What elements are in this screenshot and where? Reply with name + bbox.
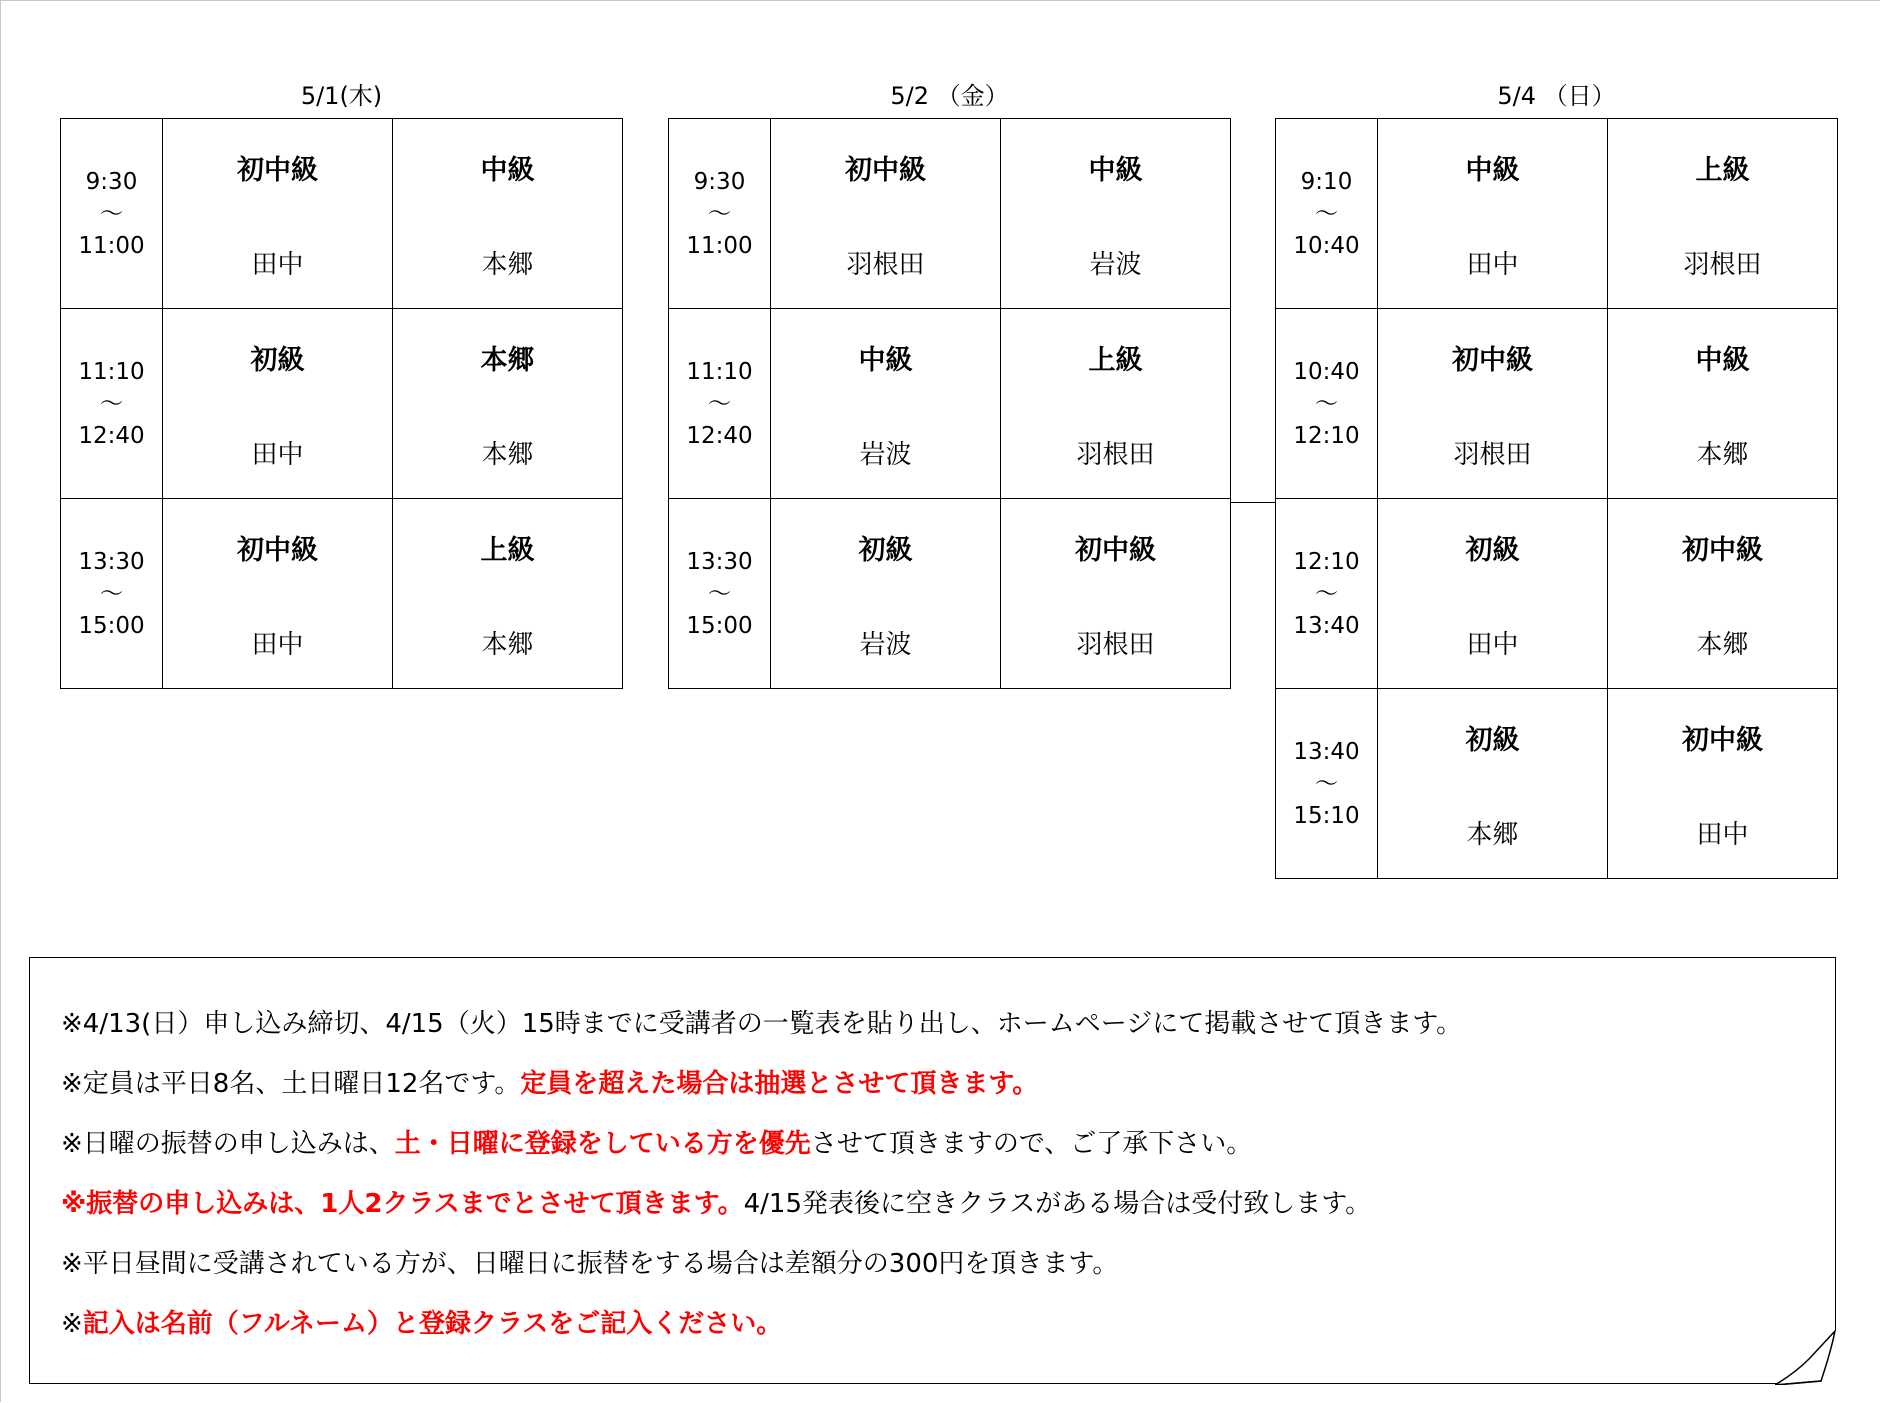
class-cell: [1378, 119, 1608, 309]
end-time: 13:40: [1293, 612, 1360, 639]
class-level: 上級: [1695, 155, 1750, 186]
class-teacher: 羽根田: [1076, 630, 1155, 660]
table-row: [1276, 499, 1838, 689]
start-time: 10:40: [1293, 358, 1360, 385]
class-teacher: 田中: [251, 440, 304, 470]
class-teacher: 田中: [1466, 250, 1519, 280]
table-row: [1276, 309, 1838, 499]
class-level: 初級: [858, 535, 913, 566]
class-teacher: 羽根田: [1683, 250, 1762, 280]
class-teacher: 岩波: [859, 630, 912, 660]
note-line-6: [61, 1307, 782, 1341]
class-level: 中級: [1465, 155, 1520, 186]
note-line-1: [61, 1007, 1462, 1041]
start-time: 11:10: [78, 358, 145, 385]
table-row: [669, 309, 1231, 499]
note-line-2: [61, 1067, 1038, 1101]
class-teacher: 羽根田: [1453, 440, 1532, 470]
time-cell: [61, 499, 163, 689]
end-time: 12:40: [686, 422, 753, 449]
class-level: 上級: [1088, 345, 1143, 376]
start-time: 9:30: [693, 168, 746, 195]
class-cell: [1378, 309, 1608, 499]
class-cell: [1001, 499, 1231, 689]
class-cell: [163, 309, 393, 499]
table-row: [669, 119, 1231, 309]
class-teacher: 本郷: [481, 630, 534, 660]
start-time: 13:30: [78, 548, 145, 575]
table-row: [61, 119, 623, 309]
time-separator: ～: [708, 200, 731, 227]
table-row: [1276, 119, 1838, 309]
time-separator: ～: [1315, 580, 1338, 607]
class-teacher: 田中: [251, 630, 304, 660]
class-teacher: 岩波: [1089, 250, 1142, 280]
time-cell: [1276, 499, 1378, 689]
class-level: 中級: [858, 345, 913, 376]
time-separator: ～: [1315, 390, 1338, 417]
notes-box: [29, 957, 1836, 1384]
class-cell: [1378, 689, 1608, 879]
class-teacher: 田中: [1466, 630, 1519, 660]
class-level: 本郷: [480, 345, 535, 376]
time-cell: [61, 119, 163, 309]
note-line-5: [61, 1247, 1118, 1281]
class-level: 初級: [1465, 535, 1520, 566]
time-separator: ～: [708, 390, 731, 417]
schedule-table-day-1: [60, 118, 623, 689]
time-cell: [1276, 119, 1378, 309]
start-time: 13:30: [686, 548, 753, 575]
class-cell: [1608, 499, 1838, 689]
class-teacher: 本郷: [1696, 630, 1749, 660]
class-level: 中級: [480, 155, 535, 186]
table-row: [1276, 689, 1838, 879]
time-separator: ～: [1315, 770, 1338, 797]
start-time: 11:10: [686, 358, 753, 385]
time-cell: [1276, 689, 1378, 879]
class-level: 初級: [250, 345, 305, 376]
table-row: [61, 499, 623, 689]
start-time: 9:30: [85, 168, 138, 195]
class-level: 中級: [1088, 155, 1143, 186]
note-highlight: 土・日曜に登録をしている方を優先: [394, 1129, 811, 1159]
class-level: 初中級: [237, 535, 318, 566]
end-time: 15:00: [78, 612, 145, 639]
note-text: ※: [61, 1309, 83, 1339]
start-time: 13:40: [1293, 738, 1360, 765]
note-text: ※日曜の振替の申し込みは、: [61, 1129, 395, 1159]
class-level: 初中級: [1452, 345, 1533, 376]
day-header-3: 5/4 （日）: [1497, 82, 1616, 110]
time-cell: [669, 119, 771, 309]
class-cell: [1378, 499, 1608, 689]
class-cell: [1001, 119, 1231, 309]
class-cell: [393, 119, 623, 309]
note-line-4: [61, 1187, 1371, 1221]
class-level: 初中級: [845, 155, 926, 186]
schedule-table-day-2: [668, 118, 1231, 689]
class-level: 初中級: [237, 155, 318, 186]
start-time: 12:10: [1293, 548, 1360, 575]
day-header-2: 5/2 （金）: [890, 82, 1009, 110]
class-teacher: 岩波: [859, 440, 912, 470]
end-time: 11:00: [686, 232, 753, 259]
table-row: [61, 309, 623, 499]
class-level: 初中級: [1682, 535, 1763, 566]
class-cell: [393, 499, 623, 689]
end-time: 15:10: [1293, 802, 1360, 829]
start-time: 9:10: [1300, 168, 1353, 195]
note-line-3: [61, 1127, 1252, 1161]
table-connector-line: [1231, 502, 1275, 503]
class-teacher: 田中: [1696, 820, 1749, 850]
page-curl-icon: [1775, 1329, 1837, 1385]
note-highlight: 定員を超えた場合は抽選とさせて頂きます。: [520, 1069, 1039, 1099]
class-teacher: 本郷: [481, 250, 534, 280]
day-header-1: 5/1(木): [300, 82, 383, 110]
class-cell: [163, 119, 393, 309]
class-cell: [1608, 119, 1838, 309]
class-cell: [771, 499, 1001, 689]
class-cell: [1608, 309, 1838, 499]
class-teacher: 田中: [251, 250, 304, 280]
class-cell: [771, 119, 1001, 309]
class-level: 初中級: [1075, 535, 1156, 566]
end-time: 12:10: [1293, 422, 1360, 449]
class-teacher: 羽根田: [1076, 440, 1155, 470]
note-text: 4/15発表後に空きクラスがある場合は受付致します。: [743, 1189, 1372, 1219]
note-text: ※4/13(日）申し込み締切、4/15（火）15時までに受講者の一覧表を貼り出し、ホームページにて掲載させて頂きます。: [61, 1009, 1463, 1039]
class-level: 初級: [1465, 725, 1520, 756]
class-level: 初中級: [1682, 725, 1763, 756]
note-highlight: 記入は名前（フルネーム）と登録クラスをご記入ください。: [82, 1309, 783, 1339]
note-text: ※平日昼間に受講されている方が、日曜日に振替をする場合は差額分の300円を頂きます。: [61, 1249, 1119, 1279]
class-cell: [393, 309, 623, 499]
time-separator: ～: [708, 580, 731, 607]
table-row: [669, 499, 1231, 689]
time-separator: ～: [100, 200, 123, 227]
note-highlight: ※振替の申し込みは、1人2クラスまでとさせて頂きます。: [61, 1189, 744, 1219]
class-cell: [1608, 689, 1838, 879]
time-cell: [669, 309, 771, 499]
end-time: 15:00: [686, 612, 753, 639]
time-separator: ～: [1315, 200, 1338, 227]
time-separator: ～: [100, 580, 123, 607]
class-teacher: 羽根田: [846, 250, 925, 280]
class-level: 上級: [480, 535, 535, 566]
time-separator: ～: [100, 390, 123, 417]
end-time: 11:00: [78, 232, 145, 259]
end-time: 12:40: [78, 422, 145, 449]
note-text: させて頂きますので、ご了承下さい。: [810, 1129, 1253, 1159]
end-time: 10:40: [1293, 232, 1360, 259]
class-teacher: 本郷: [1696, 440, 1749, 470]
class-cell: [1001, 309, 1231, 499]
time-cell: [1276, 309, 1378, 499]
class-teacher: 本郷: [481, 440, 534, 470]
class-cell: [771, 309, 1001, 499]
note-text: ※定員は平日8名、土日曜日12名です。: [61, 1069, 521, 1099]
class-level: 中級: [1695, 345, 1750, 376]
class-cell: [163, 499, 393, 689]
time-cell: [61, 309, 163, 499]
schedule-table-day-3: [1275, 118, 1838, 879]
time-cell: [669, 499, 771, 689]
class-teacher: 本郷: [1466, 820, 1519, 850]
